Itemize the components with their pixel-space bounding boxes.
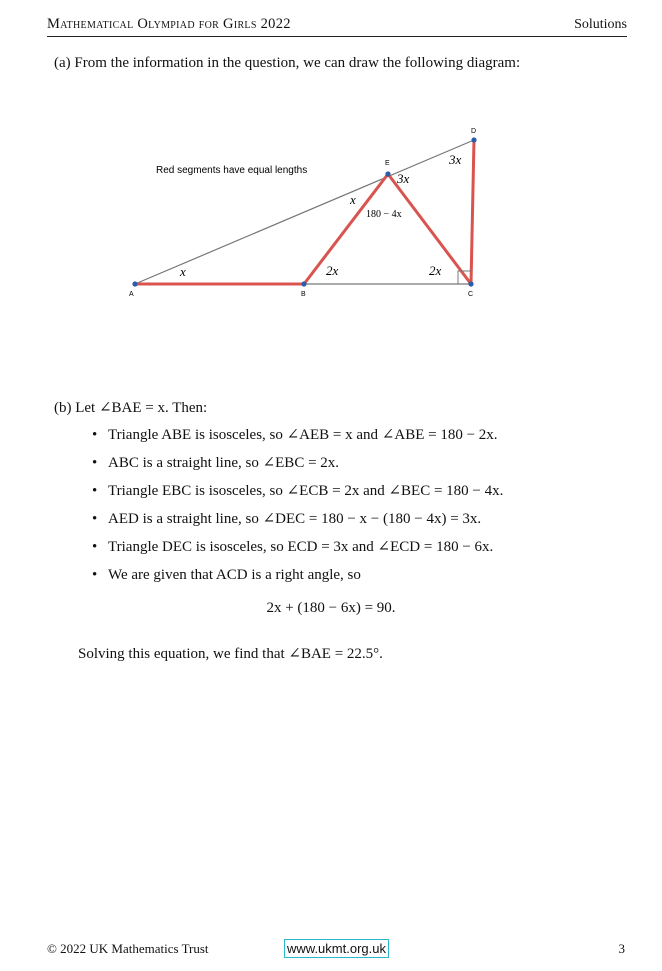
angle-label-c: 2x — [429, 263, 442, 278]
angle-label-e-left: x — [350, 192, 356, 207]
step-3: • Triangle EBC is isosceles, so ∠ECB = 2x and ∠BEC = 180 − 4x. — [90, 480, 503, 508]
label-c: C — [468, 291, 474, 298]
step-5: • Triangle DEC is isosceles, so ECD = 3x and ∠ECD = 180 − 6x. — [90, 536, 503, 564]
line-ad — [135, 140, 474, 284]
equation: 2x + (180 − 6x) = 90. — [266, 600, 396, 616]
angle-label-d: 3x — [449, 152, 462, 167]
label-e: E — [385, 160, 390, 167]
step-2: • ABC is a straight line, so ∠EBC = 2x. — [90, 452, 503, 480]
page-header — [47, 14, 627, 37]
diagram-note: Red segments have equal lengths — [156, 165, 308, 176]
angle-label-a: x — [180, 264, 186, 279]
point-a — [132, 281, 137, 286]
part-a-text: (a) From the information in the question, we can draw the following diagram: — [54, 55, 521, 71]
website-link[interactable]: www.ukmt.org.uk — [284, 939, 389, 958]
document-title: Mathematical Olympiad for Girls 2022 — [47, 16, 291, 32]
angle-label-e-right: 3x — [397, 171, 410, 186]
segment-cd — [471, 140, 474, 284]
step-4: • AED is a straight line, so ∠DEC = 180 − x − (180 − 4x) = 3x. — [90, 508, 503, 536]
part-b-intro: (b) Let ∠BAE = x. Then: — [54, 400, 208, 416]
step-1: • Triangle ABE is isosceles, so ∠AEB = x and ∠ABE = 180 − 2x. — [90, 424, 503, 452]
solution-steps — [90, 424, 503, 592]
point-c — [468, 281, 473, 286]
label-a: A — [129, 291, 134, 298]
conclusion: Solving this equation, we find that ∠BAE = 22.5°. — [78, 646, 383, 662]
angle-label-b: 2x — [326, 263, 339, 278]
geometry-diagram — [120, 120, 500, 310]
point-e — [385, 171, 390, 176]
point-d — [471, 137, 476, 142]
section-label: Solutions — [574, 17, 627, 32]
point-b — [301, 281, 306, 286]
page-number: 3 — [618, 941, 625, 956]
label-b: B — [301, 291, 306, 298]
label-d: D — [471, 128, 477, 135]
step-6: • We are given that ACD is a right angle, so — [90, 564, 503, 592]
copyright: © 2022 UK Mathematics Trust — [47, 941, 209, 956]
angle-label-e-mid: 180 − 4x — [366, 209, 402, 220]
segment-be — [304, 174, 388, 284]
